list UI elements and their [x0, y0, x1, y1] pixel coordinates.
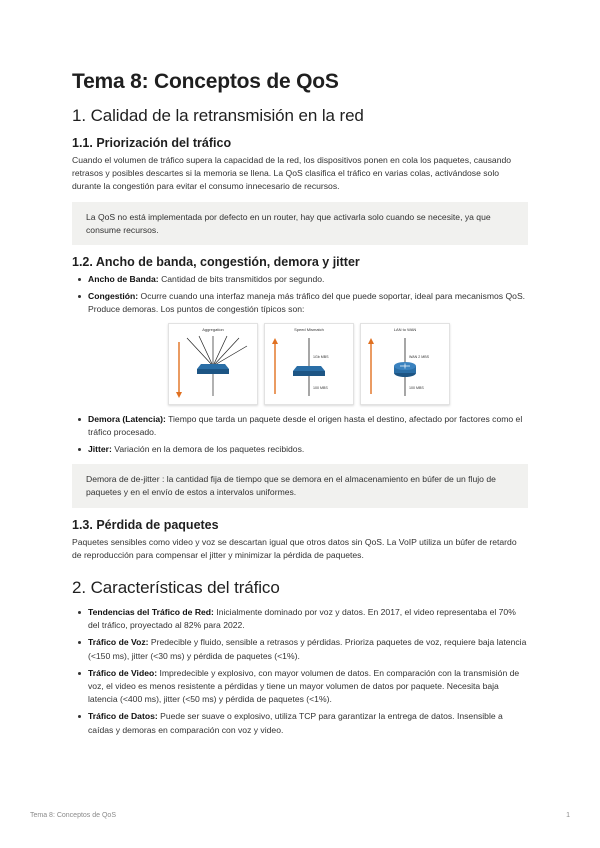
- bullet-icon: [78, 611, 81, 614]
- footer-title: Tema 8: Conceptos de QoS: [30, 812, 116, 819]
- callout-qos-default: La QoS no está implementada por defecto en un router, hay que activarla solo cuando se necesite, ya que consume recursos.: [72, 202, 528, 245]
- speed-mismatch-diagram: [265, 324, 353, 404]
- page-title: Tema 8: Conceptos de QoS: [72, 70, 339, 93]
- link-label: WAN 2 MBS: [409, 354, 430, 359]
- panel-title: Speed Mismatch: [294, 326, 324, 332]
- bullet-icon: [78, 295, 81, 298]
- bullet-icon: [78, 641, 81, 644]
- subsection-1-3-heading: 1.3. Pérdida de paquetes: [72, 517, 219, 532]
- section2-heading: 2. Características del tráfico: [72, 578, 280, 598]
- page-number: 1: [566, 812, 570, 819]
- bullet-icon: [78, 672, 81, 675]
- link-label: 1Gb MBS: [313, 354, 329, 359]
- list-item: Ancho de Banda: Cantidad de bits transmitidos por segundo.: [72, 273, 528, 286]
- list-item: Tráfico de Datos: Puede ser suave o explosivo, utiliza TCP para garantizar la entrega de datos. Insensible a caídas y demoras en comparación con voz y video.: [72, 710, 528, 736]
- callout-dejitter: Demora de de-jitter : la cantidad fija de tiempo que se demora en el almacenamiento en búfer de un flujo de paquetes y en el envío de estos a intervalos uniformes.: [72, 464, 528, 507]
- panel-lan-to-wan: [360, 323, 450, 405]
- bullet-icon: [78, 715, 81, 718]
- bullet-icon: [78, 448, 81, 451]
- aggregation-diagram: [169, 324, 257, 404]
- page-footer: [30, 812, 570, 819]
- list-item: Congestión: Ocurre cuando una interfaz maneja más tráfico del que puede soportar, ideal para mecanismos QoS. Produce demoras. Los puntos de congestión típicos son:: [72, 290, 528, 316]
- congestion-points-figure: [168, 323, 528, 405]
- list-item: Demora (Latencia): Tiempo que tarda un paquete desde el origen hasta el destino, afectado por factores como el tráfico procesado.: [72, 413, 528, 439]
- subsection-1-2-heading: 1.2. Ancho de banda, congestión, demora y jitter: [72, 255, 360, 270]
- subsection-1-3-text: Paquetes sensibles como video y voz se descartan igual que otros datos sin QoS. La VoIP utiliza un búfer de retardo de reproducción para compensar el jitter y minimizar la pérdida de paquetes.: [72, 536, 517, 560]
- traffic-characteristics-list: [72, 606, 528, 737]
- list-after-figure: [72, 413, 528, 457]
- list-item: Jitter: Variación en la demora de los paquetes recibidos.: [72, 443, 528, 456]
- subsection-1-1-text: Cuando el volumen de tráfico supera la capacidad de la red, los dispositivos ponen en cola los paquetes, causando retrasos y posibles descartes si la memoria se llena. La QoS clasifica el tráfico en varias colas, activándose solo durante la congestión para evitar el consumo innecesario de recursos.: [72, 155, 512, 192]
- subsection-1-1-heading: 1.1. Priorización del tráfico: [72, 136, 232, 150]
- list-item: Tendencias del Tráfico de Red: Inicialmente dominado por voz y datos. En 2017, el video representaba el 70% del tráfico, proyectado al 82% para 2022.: [72, 606, 528, 632]
- panel-title: LAN to WAN: [393, 326, 417, 332]
- bullet-icon: [78, 418, 81, 421]
- list-item: Tráfico de Voz: Predecible y fluido, sensible a retrasos y pérdidas. Prioriza paquetes de voz, requiere baja latencia (<150 ms), jitter (<30 ms) y pérdida de paquetes (<1%).: [72, 636, 528, 662]
- panel-speed-mismatch: [264, 323, 354, 405]
- panel-aggregation: [168, 323, 258, 405]
- link-label: 100 MBS: [409, 385, 424, 390]
- list-before-figure: [72, 273, 528, 317]
- bullet-icon: [78, 278, 81, 281]
- panel-title: Aggregation: [202, 326, 224, 332]
- document-page: [72, 70, 528, 741]
- list-item: Tráfico de Video: Impredecible y explosivo, con mayor volumen de datos. En comparación con la transmisión de voz, el video es menos resistente a pérdidas y tiene un mayor volumen de datos por paquete. Necesita baja latencia (<400 ms), jitter (<50 ms) y pérdida de paquetes (<1%).: [72, 667, 528, 707]
- lan-to-wan-diagram: [361, 324, 449, 404]
- section1-heading: 1. Calidad de la retransmisión en la red: [72, 106, 364, 125]
- link-label: 100 MBS: [313, 385, 328, 390]
